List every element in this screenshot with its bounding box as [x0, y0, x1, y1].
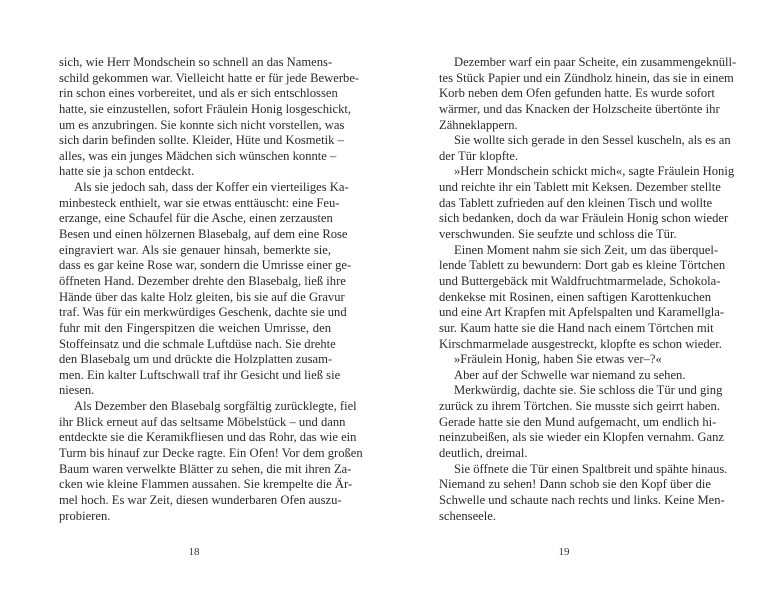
text-line: neinzubeißen, als sie wieder ein Klopfen vernahm. Ganz [439, 430, 725, 445]
text-line: der Tür klopfte. [439, 148, 519, 163]
text-line: Besen und einen hölzernen Blasebalg, auf dem eine Rose [59, 227, 348, 242]
text-line: denkekse mit Rosinen, einen saftigen Karottenkuchen [439, 289, 711, 304]
text-line: öffneten Hand. Dezember drehte den Blasebalg, ließ ihre [59, 273, 346, 288]
text-line: lende Tablett zu bewundern: Dort gab es kleine Törtchen [439, 258, 726, 273]
text-line: hatte sie ja schon entdeckt. [59, 164, 195, 179]
text-line: ihr Blick erneut auf das seltsame Möbelstück – und dann [59, 414, 346, 429]
text-line: Turm bis hinauf zur Decke ragte. Ein Ofen! Vor dem großen [59, 446, 363, 461]
text-line: Gerade hatte sie den Mund aufgemacht, um endlich hi- [439, 414, 717, 429]
text-line: eingraviert war. Als sie genauer hinsah, bemerkte sie, [59, 242, 331, 257]
text-line: erzange, eine Schaufel für die Asche, einen zerzausten [59, 211, 333, 226]
text-line: sich darin befinden sollte. Kleider, Hüte und Kosmetik – [59, 133, 344, 148]
text-line: Zähneklappern. [439, 117, 518, 132]
left-page-text [59, 55, 363, 524]
text-line: traf. Was für ein merkwürdiges Geschenk, dachte sie und [59, 305, 347, 320]
text-line: sich, wie Herr Mondschein so schnell an das Namens- [59, 55, 333, 69]
text-line: probieren. [59, 508, 111, 523]
text-line: rin schon eines vorbereitet, und als er sich entschlossen [59, 86, 338, 101]
text-line: den Blasebalg um und drückte die Holzplatten zusam- [59, 352, 333, 367]
text-line: schenseele. [439, 508, 496, 523]
text-line: Merkwürdig, dachte sie. Sie schloss die Tür und ging [454, 383, 723, 398]
text-line: Sie öffnete die Tür einen Spaltbreit und spähte hinaus. [454, 461, 728, 476]
text-line: tes Stück Papier und ein Zündholz hinein, das sie in einem [439, 70, 734, 85]
text-line: Hände über das kalte Holz gleiten, bis sie auf die Gravur [59, 289, 345, 304]
text-line: Aber auf der Schwelle war niemand zu sehen. [454, 367, 686, 382]
right-page-text [439, 55, 737, 524]
text-line: das Tablett zufrieden auf den kleinen Tisch und wollte [439, 195, 713, 210]
text-line: schild gekommen war. Vielleicht hatte er für jede Bewerbe- [59, 70, 360, 85]
text-line: Baum waren verwelkte Blätter zu sehen, die mit ihren Za- [59, 461, 352, 476]
text-line: Dezember warf ein paar Scheite, ein zusammengeknüll- [454, 55, 737, 69]
page-number-left: 18 [188, 546, 200, 558]
text-line: cken wie kleine Flammen aussahen. Sie krempelte die Är- [59, 477, 353, 492]
text-line: minbesteck enthielt, war sie etwas enttäuscht: eine Feu- [59, 195, 340, 210]
text-line: sich bedanken, doch da war Fräulein Honig schon wieder [439, 211, 729, 226]
text-line: entdeckte sie die Keramikfliesen und das Rohr, das wie ein [59, 430, 357, 445]
text-line: niesen. [59, 383, 95, 398]
text-line: Sie wollte sich gerade in den Sessel kuscheln, als es an [454, 133, 731, 148]
text-line: um es anzubringen. Sie konnte sich nicht vorstellen, was [59, 117, 345, 132]
text-line: Kirschmarmelade ausgestreckt, klopfte es schon wieder. [439, 336, 722, 351]
text-line: wärmer, und das Knacken der Holzscheite übertönte ihr [439, 101, 720, 116]
text-line: zurück zu ihrem Törtchen. Sie musste sich geirrt haben. [439, 399, 720, 414]
text-line: Niemand zu sehen! Dann schob sie den Kopf über die [439, 477, 711, 492]
text-line: hatte, sie einzustellen, sofort Fräulein Honig losgeschickt, [59, 101, 352, 116]
text-line: dass es gar keine Rose war, sondern die Umrisse einer ge- [59, 258, 352, 273]
text-line: und eine Art Krapfen mit Apfelspalten und Karamellgla- [439, 305, 725, 320]
text-line: und Buttergebäck mit Waldfruchtmarmelade, Schokola- [439, 273, 721, 288]
text-line: sur. Kaum hatte sie die Hand nach einem Törtchen mit [439, 320, 714, 335]
text-line: alles, was ein junges Mädchen sich wünschen konnte – [59, 148, 337, 163]
text-line: Schwelle und schaute nach rechts und links. Keine Men- [439, 492, 725, 507]
text-line: men. Ein kalter Luftschwall traf ihr Gesicht und ließ sie [59, 367, 341, 382]
text-line: deutlich, dreimal. [439, 446, 528, 461]
text-line: mel hoch. Es war Zeit, diesen wunderbaren Ofen auszu- [59, 492, 342, 507]
text-line: Als sie jedoch sah, dass der Koffer ein vierteiliges Ka- [74, 180, 349, 195]
text-line: fuhr mit den Fingerspitzen die weichen Umrisse, den [59, 320, 331, 335]
text-line: »Fräulein Honig, haben Sie etwas ver–?« [454, 352, 662, 367]
text-line: Einen Moment nahm sie sich Zeit, um das überquel- [454, 242, 719, 257]
text-line: Als Dezember den Blasebalg sorgfältig zurücklegte, fiel [74, 399, 357, 414]
text-line: verschwunden. Sie seufzte und schloss die Tür. [439, 227, 677, 242]
text-line: Korb neben dem Ofen gefunden hatte. Es wurde sofort [439, 86, 715, 101]
text-line: »Herr Mondschein schickt mich«, sagte Fräulein Honig [454, 164, 735, 179]
text-line: Stoffeinsatz und die schmale Luftdüse nach. Sie drehte [59, 336, 336, 351]
text-line: und reichte ihr ein Tablett mit Keksen. Dezember stellte [439, 180, 721, 195]
page-number-right: 19 [558, 546, 570, 558]
